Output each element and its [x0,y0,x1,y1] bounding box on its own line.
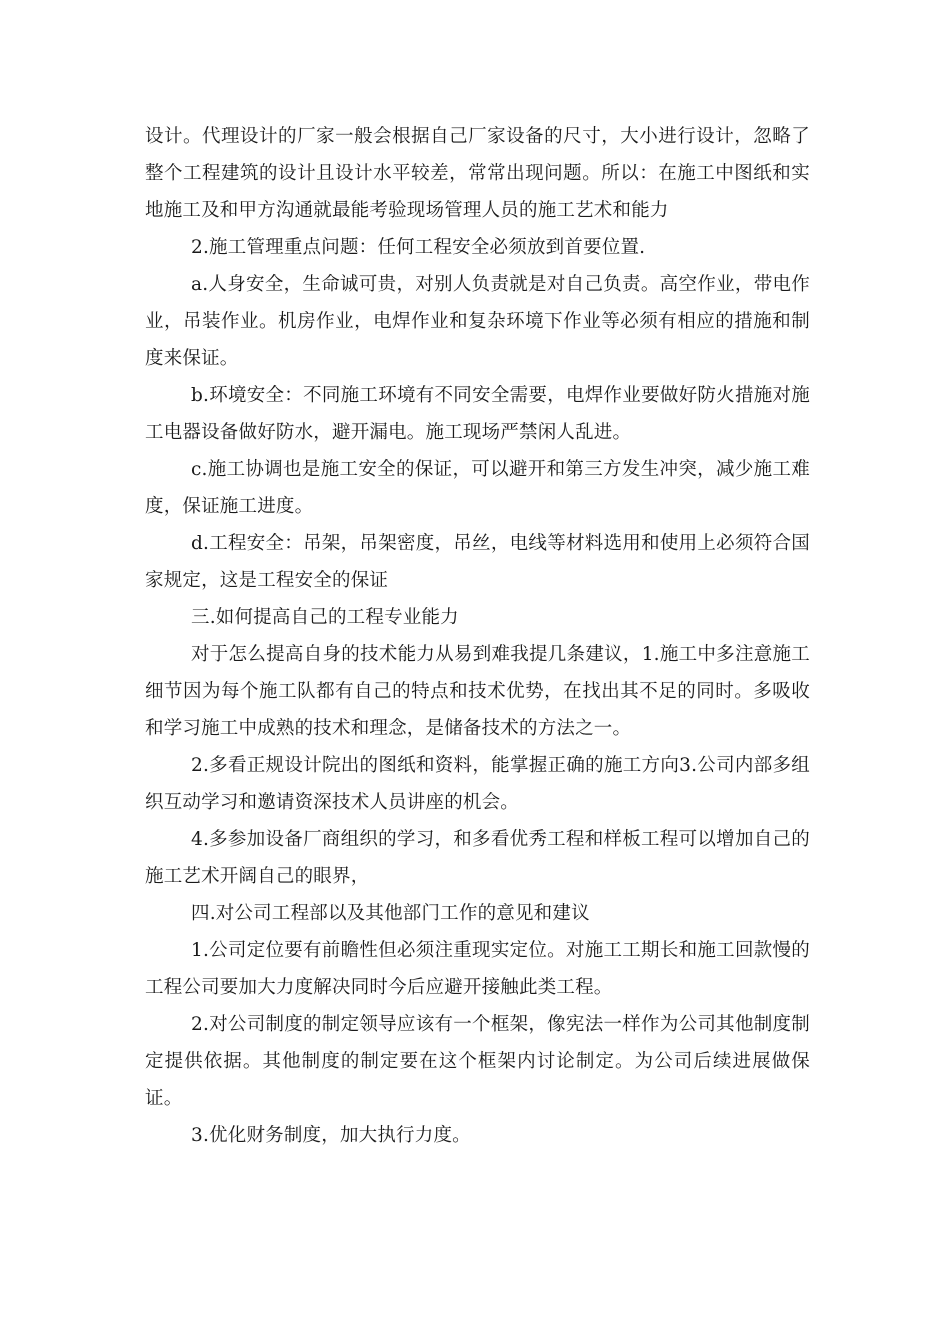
paragraph-coordination: c.施工协调也是施工安全的保证，可以避开和第三方发生冲突，减少施工难度，保证施工进度。 [145,459,810,517]
section-heading-4: 四.对公司工程部以及其他部门工作的意见和建议 [191,903,590,924]
paragraph-safety-priority: 2.施工管理重点问题：任何工程安全必须放到首要位置. [191,237,646,258]
paragraph-design-continuation: 设计。代理设计的厂家一般会根据自己厂家设备的尺寸，大小进行设计，忽略了整个工程建筑的设计且设计水平较差，常常出现问题。所以：在施工中图纸和实地施工及和甲方沟通就最能考验现场管理人员的施工艺术和能力 [145,126,810,221]
paragraph-finance-system: 3.优化财务制度，加大执行力度。 [191,1125,471,1146]
paragraph-company-positioning: 1.公司定位要有前瞻性但必须注重现实定位。对施工工期长和施工回款慢的工程公司要加大力度解决同时今后应避开接触此类工程。 [145,940,810,998]
paragraph-environment-safety: b.环境安全：不同施工环境有不同安全需要，电焊作业要做好防火措施对施工电器设备做好防水，避开漏电。施工现场严禁闲人乱进。 [145,385,810,443]
document-body [145,118,810,1154]
section-heading-3: 三.如何提高自己的工程专业能力 [191,607,459,628]
paragraph-engineering-safety: d.工程安全：吊架，吊架密度，吊丝，电线等材料选用和使用上必须符合国家规定，这是工程安全的保证 [145,533,810,591]
paragraph-personal-safety: a.人身安全，生命诚可贵，对别人负责就是对自己负责。高空作业，带电作业，吊装作业。机房作业，电焊作业和复杂环境下作业等必须有相应的措施和制度来保证。 [145,274,810,369]
paragraph-drawings-learning: 2.多看正规设计院出的图纸和资料，能掌握正确的施工方向3.公司内部多组织互动学习和邀请资深技术人员讲座的机会。 [145,755,810,813]
paragraph-company-framework: 2.对公司制度的制定领导应该有一个框架，像宪法一样作为公司其他制度制定提供依据。其他制度的制定要在这个框架内讨论制定。为公司后续进展做保证。 [145,1014,810,1109]
paragraph-vendor-training: 4.多参加设备厂商组织的学习，和多看优秀工程和样板工程可以增加自己的施工艺术开阔自己的眼界， [145,829,810,887]
paragraph-skill-suggestions: 对于怎么提高自身的技术能力从易到难我提几条建议，1.施工中多注意施工细节因为每个施工队都有自己的特点和技术优势，在找出其不足的同时。多吸收和学习施工中成熟的技术和理念，是储备技术的方法之一。 [145,644,810,739]
